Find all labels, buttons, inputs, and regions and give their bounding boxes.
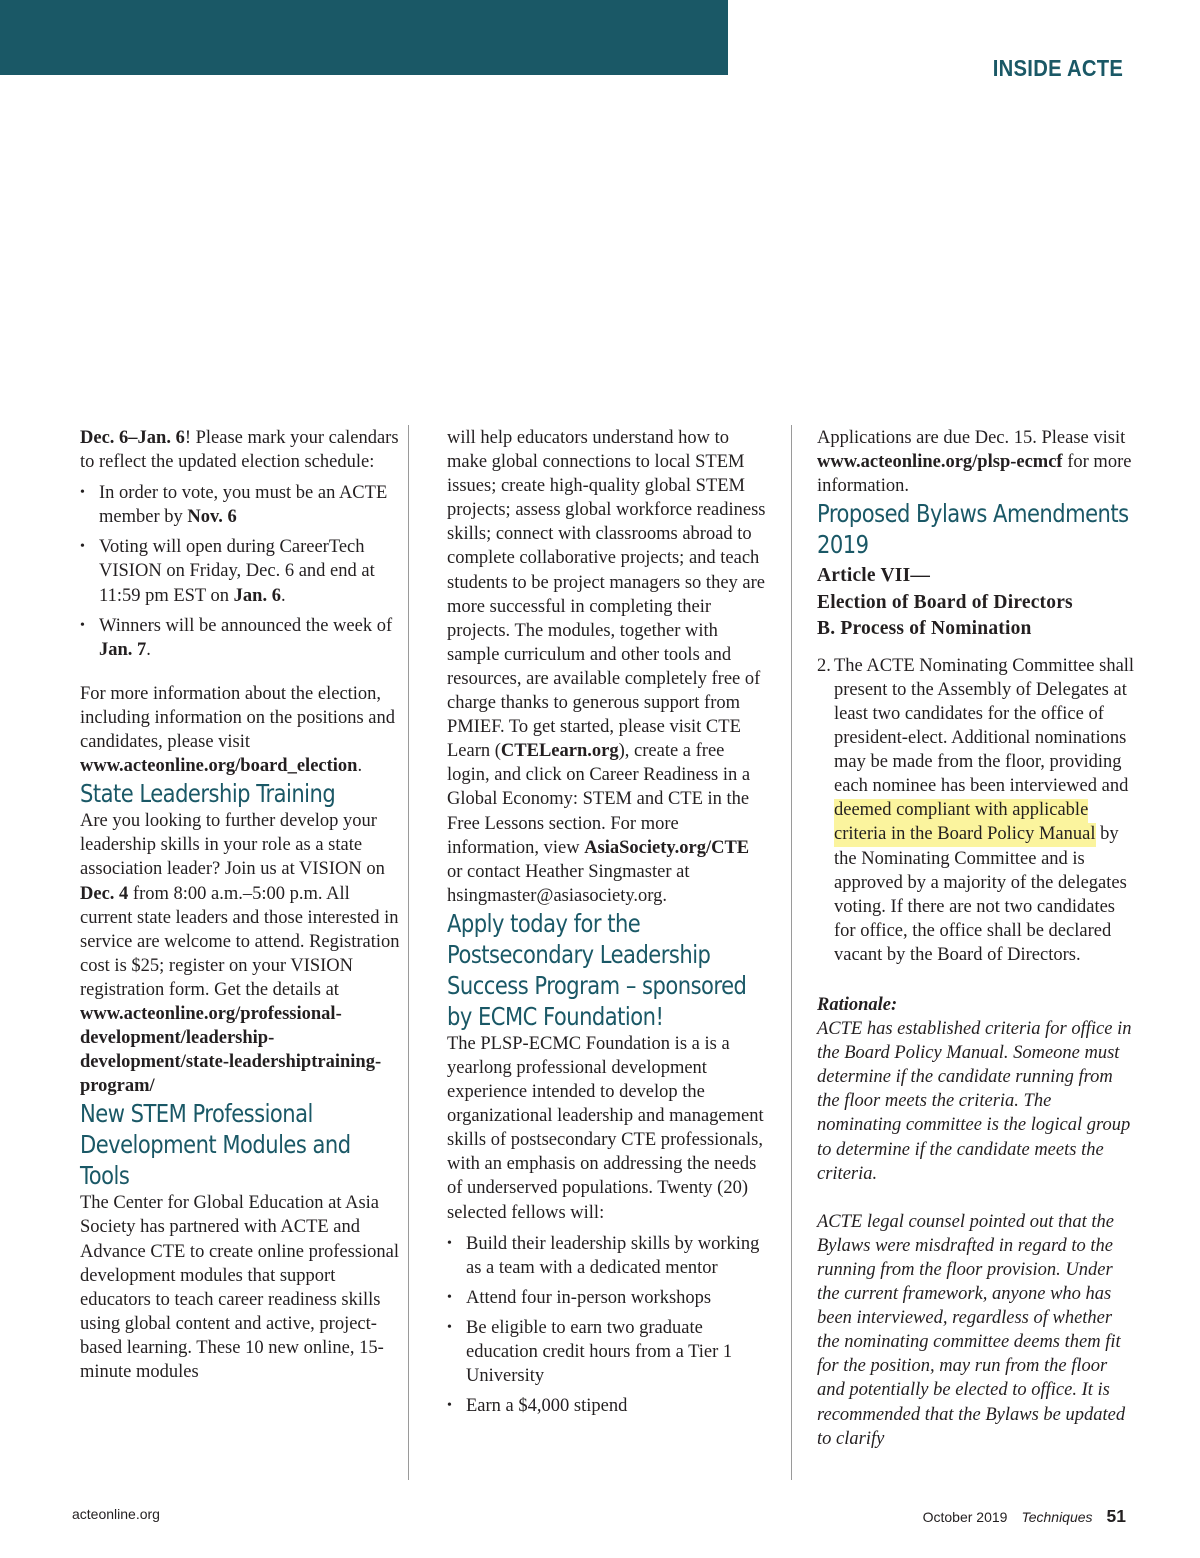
footer-publication-info [923, 1506, 1126, 1527]
column-1 [80, 426, 400, 1384]
nomination-item-2: 2. The ACTE Nominating Committee shall present to the Assembly of Delegates at least two candidates for the office of president-elect. Additional nominations may be made from the floor, providing each nominee has been interviewed and deemed compliant with applicable criteria in the Board Policy Manual by the Nominating Committee and is approved by a majority of the delegates voting. If there are not two candidates for office, the office shall be declared vacant by the Board of Directors. [817, 655, 1135, 965]
election-more-info: For more information about the election, including information on the positions and candidates, please visit www.acteonline.org/board_election. [80, 683, 395, 777]
rationale-paragraph-2: ACTE legal counsel pointed out that the Bylaws were misdrafted in regard to the running from the floor provision. Under the current framework, anyone who has been interviewed, regardless of whether the nominating committee deems them fit for the position, may run from the floor and potentially be elected to office. It is recommended that the Bylaws be updated to clarify [817, 1211, 1126, 1449]
state-leadership-heading: State Leadership Training [80, 779, 336, 809]
plsp-apply-text: Applications are due Dec. 15. Please visit www.acteonline.org/plsp-ecmcf for more information. [817, 428, 1132, 497]
plsp-heading: Apply today for the Postsecondary Leadership Success Program – sponsored by ECMC Foundation! [447, 908, 747, 1031]
election-date-range: Dec. 6–Jan. 6 [80, 428, 185, 448]
header-bar [0, 0, 728, 75]
page-number: 51 [1106, 1506, 1126, 1526]
footer-publication: Techniques [1021, 1509, 1093, 1525]
plsp-text: The PLSP-ECMC Foundation is a is a yearlong professional development experience intended to develop the organizational leadership and management skills of postsecondary CTE professionals, with an emphasis on addressing the needs of underserved populations. Twenty (20) selected fellows will: [447, 1033, 764, 1223]
column-2 [447, 426, 769, 1424]
board-election-link[interactable]: www.acteonline.org/board_election [80, 756, 358, 777]
nomination-list [817, 654, 1139, 967]
stem-continued: will help educators understand how to make global connections to local STEM issues; create high-quality global STEM projects; assess global workforce readiness skills; connect with classrooms abroad to complete collaborative projects; and teach students to be project managers so they are more successful in completing their projects. The modules, together with sample curriculum and other tools and resources, are available completely free of charge thanks to generous support from PMIEF. To get started, please visit CTE Learn (CTELearn.org), create a free login, and click on Career Readiness in a Global Economy: STEM and CTE in the Free Lessons section. For more information, view AsiaSociety.org/CTE or contact Heather Singmaster at hsingmaster@asiasociety.org. [447, 428, 766, 906]
plsp-bullet-4: • Earn a $4,000 stipend [447, 1394, 769, 1418]
stem-text: The Center for Global Education at Asia Society has partnered with ACTE and Advance CTE to create online professional development modules that support educators to teach career readiness skills using global content and active, project-based learning. These 10 new online, 15-minute modules [80, 1193, 400, 1382]
election-bullet-1: • In order to vote, you must be an ACTE member by Nov. 6 [80, 481, 400, 529]
footer-issue: October 2019 [922, 1509, 1008, 1525]
column-divider-2 [791, 425, 792, 1480]
stem-heading: New STEM Professional Development Modules and Tools [80, 1099, 351, 1191]
election-intro: Dec. 6–Jan. 6! Please mark your calendars to reflect the updated election schedule: [80, 428, 399, 473]
column-3 [817, 426, 1139, 1451]
footer-site: acteonline.org [72, 1506, 160, 1522]
plsp-link[interactable]: www.acteonline.org/plsp-ecmcf [817, 452, 1063, 473]
column-divider-1 [408, 425, 409, 1480]
article-heading: Article VII— Election of Board of Directors B. Process of Nomination [817, 565, 1073, 640]
election-bullet-list [80, 481, 400, 662]
state-leadership-text: Are you looking to further develop your leadership skills in your role as a state association leader? Join us at VISION on Dec. 4 from 8:00 a.m.–5:00 p.m. All current state leaders and those interested in service are welcome to attend. Registration cost is $25; register on your VISION registration form. Get the details at www.acteonline.org/professional-development/leadership-development/state-leadershiptraining-program/ [80, 811, 400, 1097]
state-leadership-link[interactable]: www.acteonline.org/professional-development/leadership-development/state-leadershiptraining-program/ [80, 1003, 382, 1097]
asiasociety-link[interactable]: AsiaSociety.org/CTE [584, 837, 750, 858]
plsp-bullet-2: • Attend four in-person workshops [447, 1286, 769, 1310]
election-bullet-2: • Voting will open during CareerTech VISION on Friday, Dec. 6 and end at 11:59 pm EST on Jan. 6. [80, 535, 400, 607]
plsp-bullet-1: • Build their leadership skills by working as a team with a dedicated mentor [447, 1232, 769, 1280]
ctelearn-link[interactable]: CTELearn.org [500, 741, 619, 762]
plsp-bullet-3: • Be eligible to earn two graduate education credit hours from a Tier 1 University [447, 1316, 769, 1388]
section-label: INSIDE ACTE [992, 55, 1123, 81]
rationale-heading: Rationale: [817, 995, 898, 1015]
bylaws-heading: Proposed Bylaws Amendments 2019 [817, 499, 1129, 560]
highlighted-text: deemed compliant with applicable criteria in the Board Policy Manual [834, 799, 1096, 847]
plsp-bullet-list [447, 1232, 769, 1419]
election-bullet-3: • Winners will be announced the week of Jan. 7. [80, 614, 400, 662]
rationale-paragraph-1: ACTE has established criteria for office in the Board Policy Manual. Someone must determine if the candidate running from the floor meets the criteria. The nominating committee is the logical group to determine if the candidate meets the criteria. [817, 1019, 1132, 1184]
